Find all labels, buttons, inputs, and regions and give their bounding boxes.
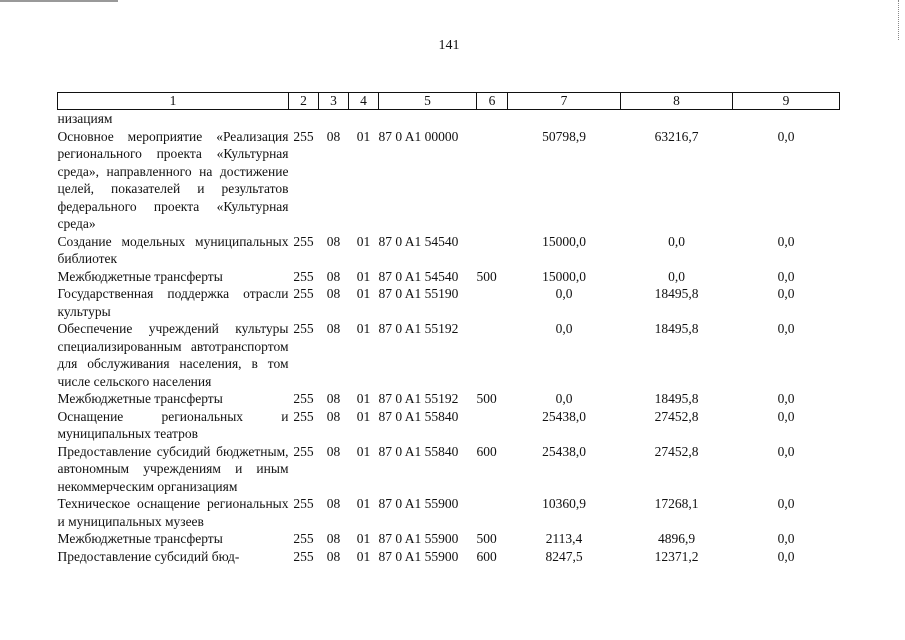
table-row: [58, 110, 840, 128]
table-row: [58, 390, 840, 408]
cell-c9: 0,0: [777, 531, 795, 546]
cell-c9: 0,0: [777, 268, 795, 284]
cell-c7: 8247,5: [545, 548, 583, 564]
cell-c6: [477, 233, 508, 268]
cell-c3: 08: [326, 548, 341, 564]
cell-c9: 0,0: [777, 496, 795, 511]
cell-c5: 87 0 A1 00000: [378, 128, 459, 144]
header-col-7: 7: [508, 93, 621, 110]
cell-c5: 87 0 A1 55900: [378, 496, 459, 511]
cell-c4: 01: [356, 531, 371, 546]
cell-c4: 01: [356, 268, 371, 284]
scan-edge-mark-right: [898, 0, 905, 40]
cell-c9: 0,0: [777, 408, 795, 424]
cell-c7: 15000,0: [542, 233, 586, 249]
cell-c3: [319, 110, 349, 128]
cell-c8: 0,0: [668, 268, 685, 284]
cell-c8: 18495,8: [654, 391, 699, 406]
cell-c4: 01: [356, 408, 371, 424]
cell-c8: 4896,9: [657, 531, 696, 546]
header-col-3: 3: [319, 93, 349, 110]
cell-c2: 255: [293, 321, 314, 336]
cell-c6: 600: [476, 548, 497, 564]
cell-c6: 500: [476, 268, 497, 284]
cell-c7: 15000,0: [542, 268, 586, 284]
cell-name: Межбюджетные трансферты: [57, 391, 223, 406]
cell-name: Предоставление субсидий бюд-: [57, 548, 240, 564]
table-body: [58, 110, 840, 566]
cell-c8: 27452,8: [654, 443, 699, 459]
cell-c7: 10360,9: [542, 496, 586, 511]
cell-c3: 08: [326, 408, 341, 424]
header-col-9: 9: [733, 93, 840, 110]
cell-c8: 0,0: [668, 233, 685, 249]
table-row: [58, 320, 840, 390]
header-col-1: 1: [58, 93, 289, 110]
budget-table: [57, 92, 840, 565]
cell-c6: 600: [476, 443, 497, 459]
cell-name: Предоставление субсидий бюджетным, автономным учреждениям и иным некоммерческим организациям: [57, 443, 289, 494]
cell-name: Техническое оснащение региональных и муниципальных музеев: [57, 496, 289, 529]
cell-c3: 08: [326, 286, 341, 301]
cell-c2: 255: [293, 408, 314, 424]
cell-c3: 08: [326, 128, 341, 144]
cell-name: Обеспечение учреждений культуры специализированным автотранспортом для обслуживания населения, в том числе сельского населения: [57, 321, 289, 389]
cell-c5: 87 0 A1 54540: [378, 268, 459, 284]
cell-c7: 0,0: [555, 286, 573, 301]
cell-c9: [733, 110, 840, 128]
cell-c4: 01: [356, 286, 371, 301]
table-row: [58, 495, 840, 530]
cell-c9: 0,0: [777, 321, 795, 336]
cell-c3: 08: [326, 496, 341, 511]
header-col-2: 2: [289, 93, 319, 110]
cell-c5: 87 0 A1 55190: [378, 286, 459, 301]
cell-c6: [477, 285, 508, 320]
cell-c8: 18495,8: [654, 286, 699, 301]
cell-c4: 01: [356, 496, 371, 511]
cell-c9: 0,0: [777, 233, 795, 249]
cell-c7: 0,0: [555, 391, 573, 406]
cell-c5: 87 0 A1 54540: [378, 233, 459, 249]
cell-c5: 87 0 A1 55900: [378, 531, 459, 546]
cell-c2: 255: [293, 496, 314, 511]
header-col-4: 4: [349, 93, 379, 110]
cell-c8: 17268,1: [654, 496, 699, 511]
cell-c3: 08: [326, 321, 341, 336]
cell-c4: 01: [356, 391, 371, 406]
cell-c4: 01: [356, 443, 371, 459]
cell-c2: 255: [293, 391, 314, 406]
cell-c6: 500: [476, 531, 497, 546]
cell-c3: 08: [326, 391, 341, 406]
cell-c2: 255: [293, 548, 314, 564]
cell-c7: 25438,0: [542, 443, 586, 459]
table-row: [58, 548, 840, 566]
cell-c9: 0,0: [777, 391, 795, 406]
cell-c9: 0,0: [777, 286, 795, 301]
header-col-5: 5: [379, 93, 477, 110]
table-row: [58, 268, 840, 286]
scan-edge-mark: [0, 0, 118, 2]
cell-c4: [349, 110, 379, 128]
cell-c2: 255: [293, 443, 314, 459]
cell-c6: 500: [476, 391, 497, 406]
cell-name: Государственная поддержка отрасли культуры: [57, 286, 289, 319]
cell-c6: [477, 128, 508, 233]
header-col-8: 8: [621, 93, 733, 110]
cell-c6: [477, 495, 508, 530]
cell-c9: 0,0: [777, 548, 795, 564]
cell-c8: 27452,8: [654, 408, 699, 424]
cell-c9: 0,0: [777, 128, 795, 144]
table-row: [58, 128, 840, 233]
cell-c6: [477, 110, 508, 128]
cell-c4: 01: [356, 128, 371, 144]
cell-c7: 2113,4: [545, 531, 583, 546]
cell-c8: [621, 110, 733, 128]
cell-c2: 255: [293, 128, 314, 144]
cell-name: Межбюджетные трансферты: [57, 268, 223, 284]
table-row: [58, 285, 840, 320]
cell-c5: 87 0 A1 55192: [378, 321, 459, 336]
cell-name: Основное мероприятие «Реализация регионального проекта «Культурная среда», направленного на достижение целей, показателей и результатов федерального проекта «Культурная среда»: [57, 128, 289, 231]
cell-c5: [379, 110, 477, 128]
header-col-6: 6: [477, 93, 508, 110]
cell-c9: 0,0: [777, 443, 795, 459]
cell-c8: 18495,8: [654, 321, 699, 336]
cell-name: Оснащение региональных и муниципальных театров: [57, 408, 289, 441]
cell-c3: 08: [326, 531, 341, 546]
cell-name: низациям: [57, 111, 113, 126]
cell-c5: 87 0 A1 55192: [378, 391, 459, 406]
cell-c2: 255: [293, 268, 314, 284]
cell-c8: 63216,7: [654, 128, 699, 144]
cell-c7: [508, 110, 621, 128]
cell-c3: 08: [326, 268, 341, 284]
cell-c3: 08: [326, 443, 341, 459]
cell-c2: 255: [293, 233, 314, 249]
cell-c6: [477, 320, 508, 390]
cell-c7: 25438,0: [542, 408, 586, 424]
cell-c4: 01: [356, 233, 371, 249]
table-row: [58, 443, 840, 496]
cell-c2: 255: [293, 286, 314, 301]
cell-c2: [289, 110, 319, 128]
cell-name: Межбюджетные трансферты: [57, 531, 223, 546]
cell-c2: 255: [293, 531, 314, 546]
cell-c7: 0,0: [555, 321, 573, 336]
cell-c5: 87 0 A1 55840: [378, 408, 459, 424]
cell-c4: 01: [356, 548, 371, 564]
cell-name: Создание модельных муниципальных библиотек: [57, 233, 289, 266]
cell-c5: 87 0 A1 55840: [378, 443, 459, 459]
cell-c6: [477, 408, 508, 443]
cell-c7: 50798,9: [542, 128, 586, 144]
cell-c8: 12371,2: [654, 548, 699, 564]
page-number: 141: [438, 38, 460, 53]
table-row: [58, 408, 840, 443]
cell-c3: 08: [326, 233, 341, 249]
table-row: [58, 233, 840, 268]
cell-c4: 01: [356, 321, 371, 336]
table-row: [58, 530, 840, 548]
cell-c5: 87 0 A1 55900: [378, 548, 459, 564]
table-header-row: [58, 93, 840, 110]
